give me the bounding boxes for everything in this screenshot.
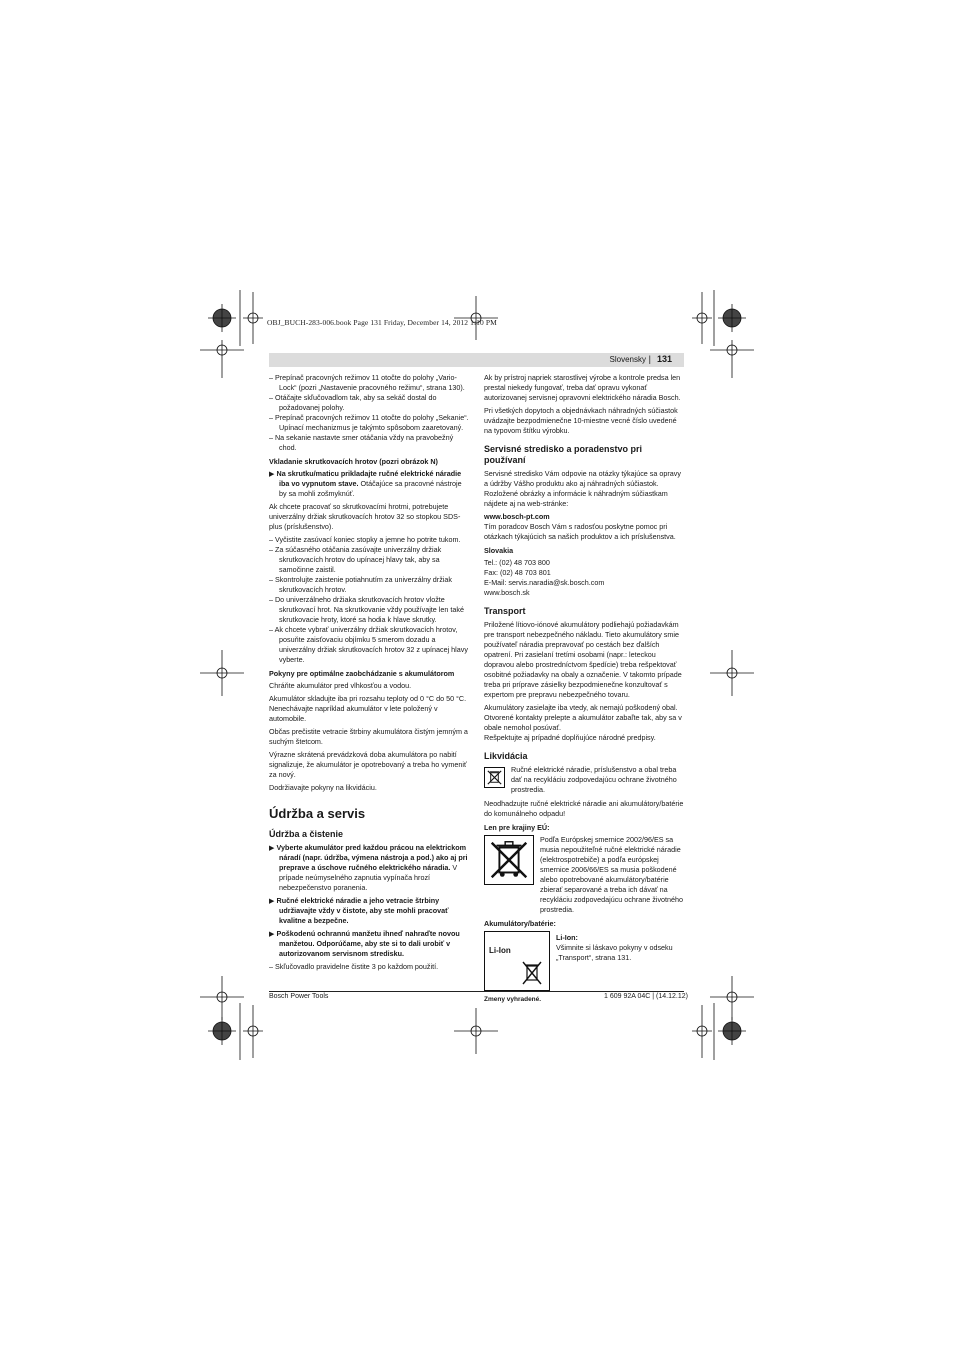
phone: Tel.: (02) 48 703 800 <box>484 558 550 567</box>
list-item: – Otáčajte skľučovadlom tak, aby sa sekáč dostal do požadovanej polohy. <box>269 393 437 412</box>
footer-brand: Bosch Power Tools <box>269 993 329 1000</box>
warning-item: ▶ Ručné elektrické náradie a jeho vetracie štrbiny udržiavajte vždy v čistote, aby ste mohli pracovať kvalitne a bezpečne. <box>269 896 449 925</box>
fax: Fax: (02) 48 703 801 <box>484 568 551 577</box>
warning-item: ▶ Poškodenú ochrannú manžetu ihneď nahraďte novou manžetou. Odporúčame, aby ste si to dali urobiť v autorizovanom servisnom stredisku. <box>269 929 460 958</box>
paragraph: Pri všetkých dopytoch a objednávkach náhradných súčiastok uvádzajte bezpodmienečne 10-miestne vecné číslo uvedené na typovom štítku výrobku. <box>484 406 678 435</box>
paragraph: Neodhadzujte ručné elektrické náradie ani akumulátory/batérie do komunálneho odpadu! <box>484 799 684 818</box>
paragraph: Občas prečistite vetracie štrbiny akumulátora čistým jemným a suchým štetcom. <box>269 727 468 746</box>
right-column <box>484 373 684 1008</box>
list-item: – Ak chcete vybrať univerzálny držiak skrutkovacích hrotov, posuňte zaisťovaciu objímku 5 smerom dozadu a univerzálny držiak skrutkovacích hrotov 32 z upínacej hlavy vyberte. <box>269 625 468 664</box>
warning-item: ▶ Na skrutku/maticu prikladajte ručné elektrické náradie iba vo vypnutom stave. Otáčajúce sa pracovné nástroje by sa mohli zošmyknúť. <box>269 469 462 498</box>
footer-rule <box>269 991 684 992</box>
list-item: – Do univerzálneho držiaka skrutkovacích hrotov vložte skrutkovací hrot. Na skrutkovanie vždy používajte len také skrutkovacie hroty, ktoré sa hodia k hlave skrutky. <box>269 595 464 624</box>
paragraph: Chráňte akumulátor pred vlhkosťou a vodou. <box>269 681 412 690</box>
list-item: – Skľučovadlo pravidelne čistite 3 po každom použití. <box>269 962 439 971</box>
list-item: – Prepínač pracovných režimov 11 otočte do polohy „Vario-Lock“ (pozri „Nastavenie pracovného režimu“, strana 130). <box>269 373 465 392</box>
warning-bold: Poškodenú ochrannú manžetu ihneď nahraďte novou manžetou. Odporúčame, aby ste si to dali urobiť v autorizovanom servisnom stredisku. <box>276 929 460 958</box>
section-heading: Údržba a servis <box>269 806 366 821</box>
website-link[interactable]: www.bosch-pt.com <box>484 512 550 521</box>
paragraph: Výrazne skrátená prevádzková doba akumulátora po nabití signalizuje, že akumulátor je opotrebovaný a treba ho vymeniť za nový. <box>269 750 467 779</box>
paragraph: Dodržiavajte pokyny na likvidáciu. <box>269 783 377 792</box>
paragraph: Podľa Európskej smernice 2002/96/ES sa musia nepoužiteľné ručné elektrické náradie (elektrospotrebiče) a podľa európskej smernice 2006/66/ES sa musia poškodené alebo opotrebované akumulátory/batérie zbierať separované a treba ich dávať na recykláciu zodpovedajúcu ochrane životného prostredia. <box>540 835 684 914</box>
list-item: – Skontrolujte zaistenie potiahnutím za univerzálny držiak skrutkovacích hrotov. <box>269 575 452 594</box>
paragraph: Tím poradcov Bosch Vám s radosťou poskytne pomoc pri otázkach týkajúcich sa našich produktov a ich príslušenstva. <box>484 522 676 541</box>
left-column <box>269 373 469 972</box>
li-ion-note <box>556 931 684 991</box>
header-page-number: 131 <box>656 354 672 364</box>
header-separator: | <box>648 354 651 364</box>
footer-doc-number: 1 609 92A 04C | (14.12.12) <box>604 993 688 1000</box>
section-subheading: Akumulátory/batérie: <box>484 919 556 928</box>
paragraph: Servisné stredisko Vám odpovie na otázky týkajúce sa opravy a údržby Vášho produktu ako aj náhradných súčiastok. Rozložené obrázky a informácie k náhradným súčiastkam nájdete aj na web-stránke: <box>484 469 681 508</box>
eu-disposal-row <box>484 835 684 915</box>
paragraph: Všimnite si láskavo pokyny v odseku „Transport“, strana 131. <box>556 943 673 962</box>
paragraph: Akumulátory zasielajte iba vtedy, ak nemajú poškodený obal. Otvorené kontakty prelepte a akumulátor zabaľte tak, aby sa v obale nemohol posúvať. <box>484 703 682 732</box>
battery-disposal-row <box>484 931 684 991</box>
list-item: – Prepínač pracovných režimov 11 otočte do polohy „Sekanie“. Upínací mechanizmus je takýmto spôsobom zaaretovaný. <box>269 413 469 432</box>
paragraph: Ak by prístroj napriek starostlivej výrobe a kontrole predsa len prestal niekedy fungovať, treba dať opravu vykonať autorizovanej servisnej opravovni elektrického náradia Bosch. <box>484 373 681 402</box>
list-item: – Za súčasného otáčania zasúvajte univerzálny držiak skrutkovacích hrotov do upínacej hlavy tak, aby sa samočinne zaistil. <box>269 545 442 574</box>
warning-bold: Na skrutku/maticu prikladajte ručné elektrické náradie iba vo vypnutom stave. <box>276 469 462 488</box>
disposal-row <box>484 765 684 795</box>
list-item: – Na sekanie nastavte smer otáčania vždy na pravobežný chod. <box>269 433 454 452</box>
paragraph: Akumulátor skladujte iba pri rozsahu teploty od 0 °C do 50 °C. Nenechávajte napríklad akumulátor v lete položený v automobile. <box>269 694 467 723</box>
weee-bin-icon <box>484 835 534 885</box>
li-ion-heading: Li-Ion: <box>556 933 578 942</box>
subsection-heading: Servisné stredisko a poradenstvo pri používaní <box>484 444 643 465</box>
warning-text: Otáčajúce sa pracovné nástroje by sa mohli zošmyknúť. <box>279 479 462 498</box>
header-language: Slovensky <box>609 355 646 364</box>
email[interactable]: E-Mail: servis.naradia@sk.bosch.com <box>484 578 605 587</box>
country-name: Slovakia <box>484 546 514 555</box>
li-ion-symbol <box>484 931 550 991</box>
subsection-heading: Údržba a čistenie <box>269 829 344 839</box>
section-subheading: Vkladanie skrutkovacích hrotov (pozri obrázok N) <box>269 457 438 466</box>
print-info-line: OBJ_BUCH-283-006.book Page 131 Friday, December 14, 2012 1:10 PM <box>267 318 497 327</box>
paragraph: Ak chcete pracovať so skrutkovacími hrotmi, potrebujete univerzálny držiak skrutkovacích hrotov 32 so stopkou SDS-plus (príslušenstvo). <box>269 502 461 531</box>
subsection-heading: Likvidácia <box>484 751 528 761</box>
website[interactable]: www.bosch.sk <box>484 588 530 597</box>
warning-bold: Ručné elektrické náradie a jeho vetracie štrbiny udržiavajte vždy v čistote, aby ste mohli pracovať kvalitne a bezpečne. <box>276 896 449 925</box>
warning-item: ▶ Vyberte akumulátor pred každou prácou na elektrickom náradí (napr. údržba, výmena nástroja a pod.) ako aj pri preprave a úschove ručného elektrického náradia. V prípade neúmyselného zapnutia vypínača hrozí nebezpečenstvo poranenia. <box>269 843 468 892</box>
paragraph: Priložené lítiovo-iónové akumulátory podliehajú požiadavkám pre transport nebezpečného nákladu. Tieto akumulátory smie používateľ náradia prepravovať po cestách bez ďalších opatrení. Pri zasielaní tretími osobami (napr.: leteckou dopravou alebo prostredníctvom špedície) treba rešpektovať osobitné požiadavky na obaly a označenie. V takomto prípade treba pri príprave zásielky bezpodmienečne konzultovať s expertom pre prepravu nebezpečného tovaru. <box>484 620 682 699</box>
changes-note: Zmeny vyhradené. <box>484 996 542 1003</box>
paragraph: Rešpektujte aj prípadné doplňujúce národné predpisy. <box>484 733 656 742</box>
li-ion-label: Li-Ion <box>489 946 511 955</box>
page-header-bar <box>269 353 684 367</box>
crossed-bin-icon <box>521 960 543 986</box>
subsection-heading: Transport <box>484 606 526 616</box>
warning-bold: Vyberte akumulátor pred každou prácou na elektrickom náradí (napr. údržba, výmena nástroja a pod.) ako aj pri preprave a úschove ručného elektrického náradia. <box>276 843 468 872</box>
warning-text: V prípade neúmyselného zapnutia vypínača hrozí nebezpečenstvo poranenia. <box>279 863 458 892</box>
list-item: – Vyčistite zasúvací koniec stopky a jemne ho potrite tukom. <box>269 535 461 544</box>
section-subheading: Len pre krajiny EÚ: <box>484 823 550 832</box>
section-subheading: Pokyny pre optimálne zaobchádzanie s akumulátorom <box>269 669 455 678</box>
paragraph: Ručné elektrické náradie, príslušenstvo a obal treba dať na recykláciu zodpovedajúcu ochrane životného prostredia. <box>511 765 677 794</box>
crossed-bin-icon <box>484 767 505 788</box>
